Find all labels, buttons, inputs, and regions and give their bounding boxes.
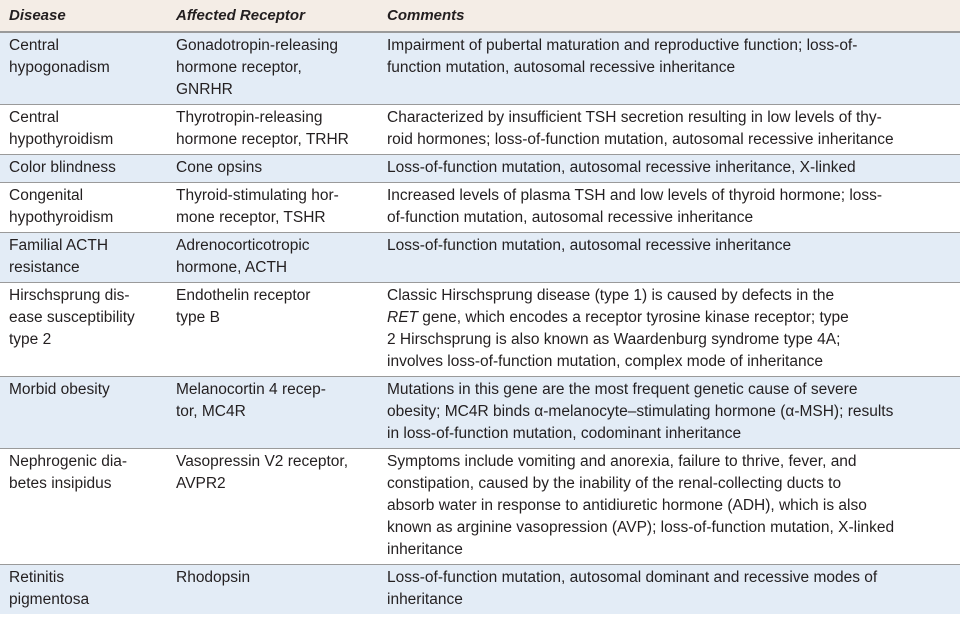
receptor-cell: Cone opsins	[167, 155, 378, 183]
table-row	[0, 155, 960, 183]
comments-cell: Loss-of-function mutation, autosomal recessive inheritance	[378, 233, 960, 283]
disease-cell: Color blindness	[0, 155, 167, 183]
comments-cell: Increased levels of plasma TSH and low levels of thyroid hormone; loss- of-function mutation, autosomal recessive inheritance	[378, 183, 960, 233]
comments-text: gene, which encodes a receptor tyrosine kinase receptor; type 2 Hirschsprung is also known as Waardenburg syndrome type 4A; involves loss-of-function mutation, complex mode of inheritance	[387, 309, 849, 370]
disease-cell: Retinitis pigmentosa	[0, 565, 167, 615]
receptor-cell: Thyrotropin-releasing hormone receptor, TRHR	[167, 105, 378, 155]
table-row	[0, 105, 960, 155]
disease-cell: Congenital hypothyroidism	[0, 183, 167, 233]
table-row	[0, 32, 960, 105]
receptor-cell: Endothelin receptor type B	[167, 283, 378, 377]
receptor-cell: Melanocortin 4 recep- tor, MC4R	[167, 377, 378, 449]
comments-cell: Mutations in this gene are the most frequent genetic cause of severe obesity; MC4R binds α-melanocyte–stimulating hormone (α-MSH); results in loss-of-function mutation, codominant inheritance	[378, 377, 960, 449]
comments-text: Classic Hirschsprung disease (type 1) is caused by defects in the	[387, 287, 835, 304]
table-row	[0, 283, 960, 377]
comments-cell	[378, 283, 960, 377]
comments-cell: Symptoms include vomiting and anorexia, failure to thrive, fever, and constipation, caused by the inability of the renal-collecting ducts to absorb water in response to antidiuretic hormone (ADH), which is also known as arginine vasopression (AVP); loss-of-function mutation, X-linked inheritance	[378, 449, 960, 565]
disease-cell: Familial ACTH resistance	[0, 233, 167, 283]
table-row	[0, 449, 960, 565]
comments-cell: Characterized by insufficient TSH secretion resulting in low levels of thy- roid hormones; loss-of-function mutation, autosomal recessive inheritance	[378, 105, 960, 155]
disease-cell: Central hypothyroidism	[0, 105, 167, 155]
table-row	[0, 565, 960, 615]
header-disease: Disease	[0, 0, 167, 32]
receptor-cell: Rhodopsin	[167, 565, 378, 615]
comments-cell: Loss-of-function mutation, autosomal recessive inheritance, X-linked	[378, 155, 960, 183]
disease-cell: Nephrogenic dia- betes insipidus	[0, 449, 167, 565]
receptor-cell: Thyroid-stimulating hor- mone receptor, TSHR	[167, 183, 378, 233]
table-header-row	[0, 0, 960, 32]
header-affected-receptor: Affected Receptor	[167, 0, 378, 32]
comments-cell: Loss-of-function mutation, autosomal dominant and recessive modes of inheritance	[378, 565, 960, 615]
receptor-cell: Adrenocorticotropic hormone, ACTH	[167, 233, 378, 283]
table-row	[0, 377, 960, 449]
table-row	[0, 233, 960, 283]
table-row	[0, 183, 960, 233]
disease-cell: Central hypogonadism	[0, 32, 167, 105]
gene-name-italic: RET	[387, 309, 418, 326]
receptor-cell: Vasopressin V2 receptor, AVPR2	[167, 449, 378, 565]
receptor-cell: Gonadotropin-releasing hormone receptor, GNRHR	[167, 32, 378, 105]
disease-cell: Hirschsprung dis- ease susceptibility type 2	[0, 283, 167, 377]
header-comments: Comments	[378, 0, 960, 32]
comments-cell: Impairment of pubertal maturation and reproductive function; loss-of- function mutation, autosomal recessive inheritance	[378, 32, 960, 105]
disease-cell: Morbid obesity	[0, 377, 167, 449]
